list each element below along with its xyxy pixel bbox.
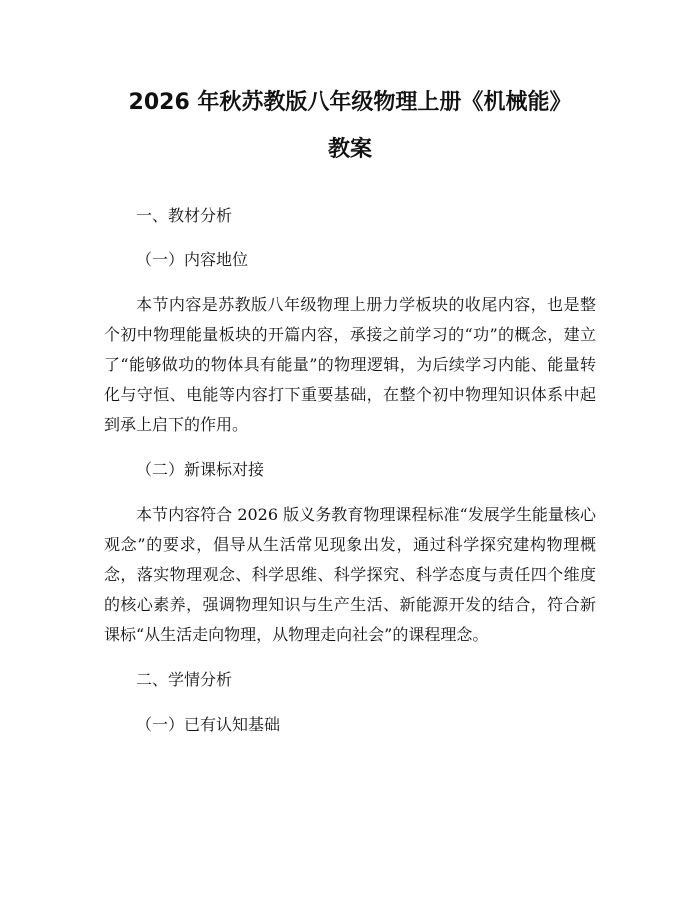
section-heading-student-analysis: 二、学情分析: [136, 670, 233, 689]
subheading-prior-knowledge: （一）已有认知基础: [136, 715, 281, 734]
document-title-line-1: 2026 年秋苏教版八年级物理上册《机械能》: [128, 90, 572, 115]
paragraph-content-position: 本节内容是苏教版八年级物理上册力学板块的收尾内容，也是整个初中物理能量板块的开篇内容，承接之前学习的“功”的概念，建立了“能够做功的物体具有能量”的物理逻辑，为后续学习内能、能量转化与守恒、电能等内容打下重要基础，在整个初中物理知识体系中起到承上启下的作用。: [104, 295, 596, 434]
section-heading-textbook-analysis: 一、教材分析: [136, 206, 233, 225]
subheading-content-position: （一）内容地位: [136, 250, 249, 269]
paragraph-curriculum-standard: 本节内容符合 2026 版义务教育物理课程标准“发展学生能量核心观念”的要求，倡导从生活常见现象出发，通过科学探究建构物理概念，落实物理观念、科学思维、科学探究、科学态度与责任四个维度的核心素养，强调物理知识与生产生活、新能源开发的结合，符合新课标“从生活走向物理，从物理走向社会”的课程理念。: [104, 505, 596, 644]
document-title-line-2: 教案: [327, 137, 372, 162]
subheading-curriculum-standard: （二）新课标对接: [136, 460, 265, 479]
